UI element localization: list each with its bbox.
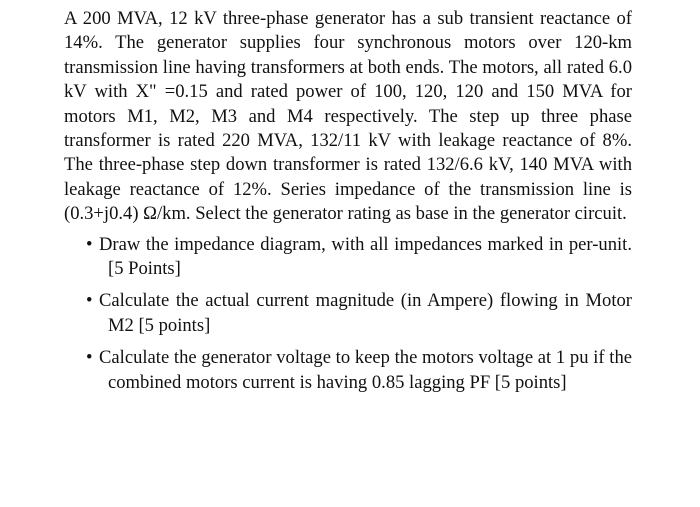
task-list: [64, 233, 632, 395]
bullet-icon: •: [86, 233, 93, 255]
task-item: [64, 289, 632, 338]
task-item: [64, 346, 632, 395]
task-text: Calculate the generator voltage to keep the motors voltage at 1 pu if the combined motors current is having 0.85 lagging PF [5 points]: [99, 347, 632, 393]
problem-statement: A 200 MVA, 12 kV three-phase generator has a sub transient reactance of 14%. The generator supplies four synchronous motors over 120-km transmission line having transformers at both ends. The motors, all rated 6.0 kV with X" =0.15 and rated power of 100, 120, 120 and 150 MVA for motors M1, M2, M3 and M4 respectively. The step up three phase transformer is rated 220 MVA, 132/11 kV with leakage reactance of 8%. The three-phase step down transformer is rated 132/6.6 kV, 140 MVA with leakage reactance of 12%. Series impedance of the transmission line is (0.3+j0.4) Ω/km. Select the generator rating as base in the generator circuit.: [64, 8, 632, 225]
task-item: [64, 233, 632, 282]
bullet-icon: •: [86, 290, 93, 312]
task-text: Draw the impedance diagram, with all impedances marked in per-unit. [5 Points]: [99, 233, 632, 280]
task-text: Calculate the actual current magnitude (in Ampere) flowing in Motor M2 [5 points]: [99, 290, 632, 336]
bullet-icon: •: [86, 347, 93, 369]
question-page: [64, 7, 632, 403]
